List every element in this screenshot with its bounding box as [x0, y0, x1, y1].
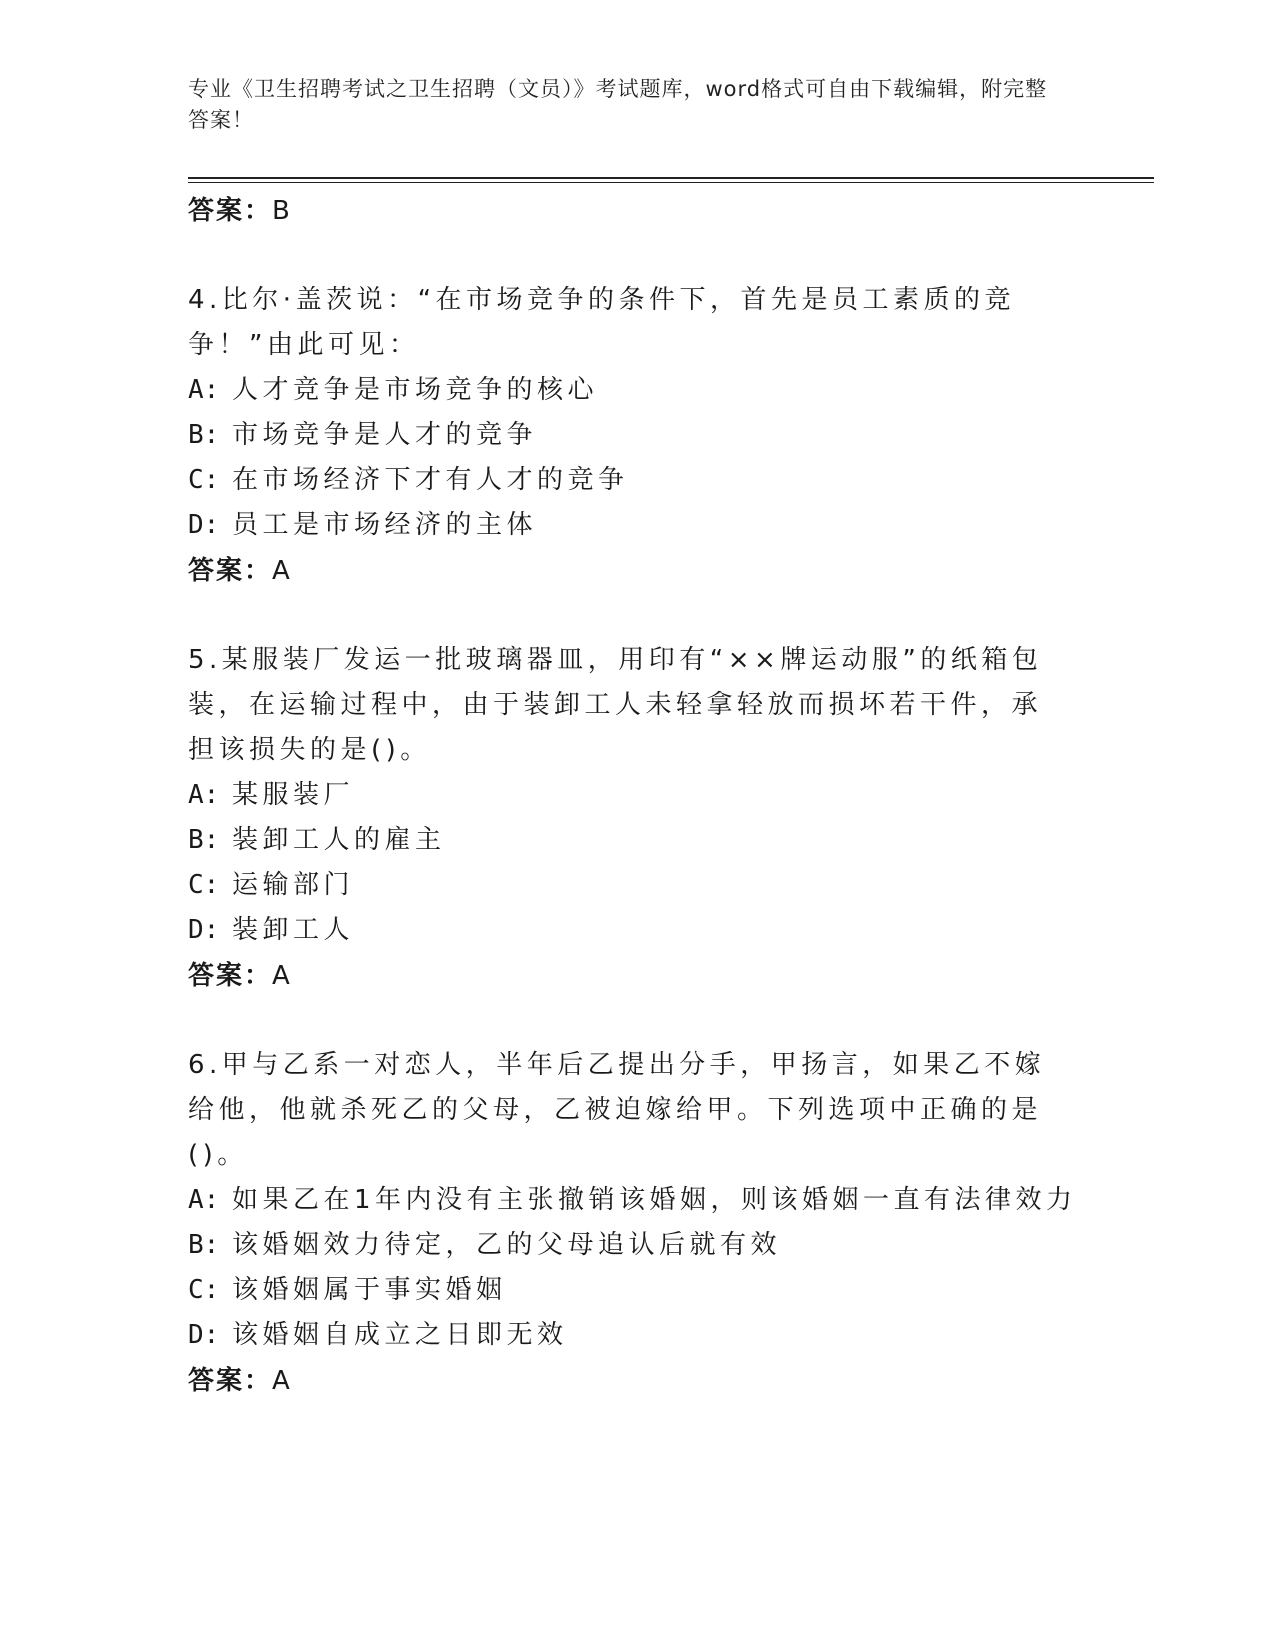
option-key: D:	[188, 915, 220, 945]
header-divider	[188, 177, 1154, 179]
option-text: 装卸工人	[232, 915, 355, 945]
option-c	[188, 1268, 1068, 1313]
option-key: D:	[188, 1320, 220, 1350]
question-stem: 5.某服装厂发运一批玻璃器皿，用印有“××牌运动服”的纸箱包装，在运输过程中，由于装卸工人未轻拿轻放而损坏若干件，承担该损失的是()。	[188, 645, 1043, 765]
option-key: C:	[188, 465, 220, 495]
option-text: 装卸工人的雇主	[232, 825, 446, 855]
option-text: 员工是市场经济的主体	[232, 510, 538, 540]
option-text: 该婚姻效力待定，乙的父母追认后就有效	[232, 1230, 782, 1260]
option-text: 某服装厂	[232, 780, 355, 810]
option-b	[188, 818, 1068, 863]
answer-label: 答案：	[188, 196, 273, 226]
answer-line	[188, 548, 1068, 594]
option-a	[188, 368, 1068, 413]
option-key: C:	[188, 870, 220, 900]
option-c	[188, 863, 1068, 908]
answer-label: 答案：	[188, 1366, 273, 1396]
option-text: 人才竞争是市场竞争的核心	[232, 375, 599, 405]
option-text: 运输部门	[232, 870, 355, 900]
answer-value: B	[272, 196, 292, 226]
answer-value: A	[272, 556, 292, 586]
option-a	[188, 773, 1068, 818]
answer-line	[188, 188, 1068, 234]
question-stem: 6.甲与乙系一对恋人，半年后乙提出分手，甲扬言，如果乙不嫁给他，他就杀死乙的父母，乙被迫嫁给甲。下列选项中正确的是()。	[188, 1050, 1046, 1170]
question-item	[188, 278, 1068, 594]
option-key: B:	[188, 825, 220, 855]
answer-label: 答案：	[188, 556, 273, 586]
option-key: B:	[188, 420, 220, 450]
option-text: 如果乙在1年内没有主张撤销该婚姻，则该婚姻一直有法律效力	[232, 1185, 1077, 1215]
option-text: 市场竞争是人才的竞争	[232, 420, 538, 450]
answer-line	[188, 1358, 1068, 1404]
option-d	[188, 1313, 1068, 1358]
option-b	[188, 1223, 1068, 1268]
question-item	[188, 638, 1068, 999]
option-key: A:	[188, 1185, 220, 1215]
option-c	[188, 458, 1068, 503]
answer-value: A	[272, 1366, 292, 1396]
option-key: A:	[188, 780, 220, 810]
option-key: A:	[188, 375, 220, 405]
option-text: 在市场经济下才有人才的竞争	[232, 465, 629, 495]
option-d	[188, 908, 1068, 953]
option-d	[188, 503, 1068, 548]
option-key: D:	[188, 510, 220, 540]
page-header: 专业《卫生招聘考试之卫生招聘（文员）》考试题库，word格式可自由下载编辑，附完整答案！	[188, 77, 1048, 132]
option-text: 该婚姻自成立之日即无效	[232, 1320, 568, 1350]
header-divider-thin	[188, 182, 1154, 183]
answer-label: 答案：	[188, 961, 273, 991]
answer-line	[188, 953, 1068, 999]
option-text: 该婚姻属于事实婚姻	[232, 1275, 507, 1305]
question-stem: 4.比尔·盖茨说：“在市场竞争的条件下，首先是员工素质的竞争！”由此可见：	[188, 285, 1016, 360]
answer-value: A	[272, 961, 292, 991]
option-key: B:	[188, 1230, 220, 1260]
question-list	[188, 188, 1077, 1404]
option-a	[188, 1178, 1077, 1223]
option-b	[188, 413, 1068, 458]
question-item	[188, 1043, 1077, 1404]
option-key: C:	[188, 1275, 220, 1305]
